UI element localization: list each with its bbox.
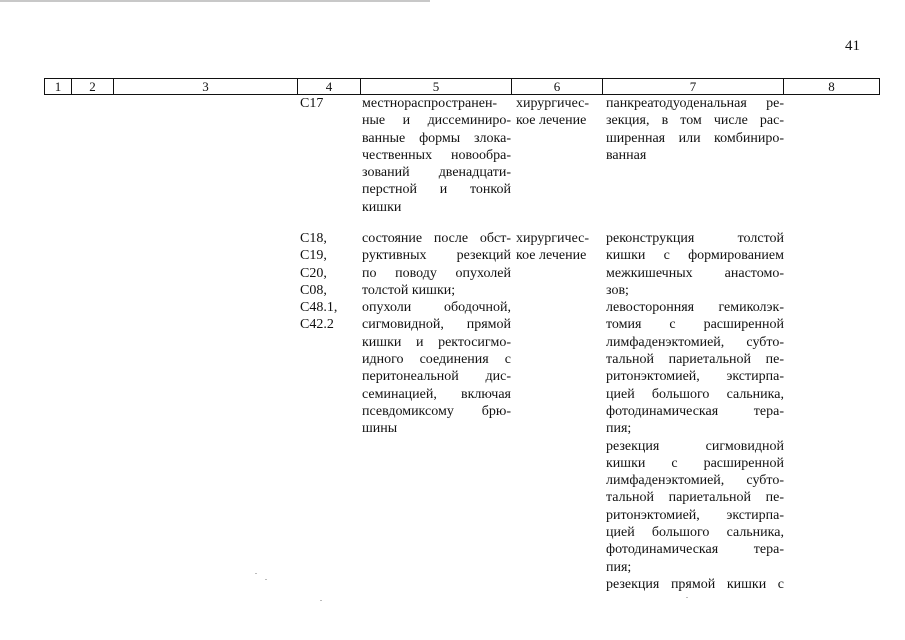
code-line: C17: [300, 96, 324, 111]
table-header-row: [44, 78, 880, 95]
code-line: C20,: [300, 265, 327, 281]
desc-line: руктивных резекций: [362, 248, 511, 264]
row-1-description: [362, 95, 511, 216]
method-line: ритонэктомией, экстирпа-: [606, 369, 784, 385]
desc-line: состояние после обст-: [362, 231, 511, 246]
page-number: 41: [845, 38, 860, 54]
header-cell-2: 2: [72, 79, 114, 94]
method-line: ритонэктомией, экстирпа-: [606, 507, 784, 523]
method-line: ванная: [606, 147, 647, 163]
method-line: пия;: [606, 559, 632, 575]
header-cell-7: 7: [603, 79, 784, 94]
scan-speck: [255, 573, 257, 574]
code-line: C19,: [300, 248, 327, 264]
method-line: резекция сигмовидной: [606, 438, 784, 454]
desc-line: зований двенадцати-: [362, 165, 511, 181]
desc-line: псевдомиксому брю-: [362, 403, 511, 419]
desc-line: опухоли ободочной,: [362, 300, 511, 316]
method-line: лимфаденэктомией, субто-: [606, 473, 784, 489]
treatment-line: хирургичес-: [516, 231, 590, 246]
code-line: C48.1,: [300, 300, 338, 316]
code-line: C42.2: [300, 317, 334, 333]
desc-line: ванные формы злока-: [362, 130, 511, 146]
treatment-line: кое лечение: [516, 113, 587, 129]
scan-speck: [265, 579, 267, 580]
code-line: C08,: [300, 282, 327, 298]
desc-line: кишки: [362, 199, 402, 215]
method-line: цией большого сальника,: [606, 386, 784, 402]
desc-line: кишки и ректосигмо-: [362, 334, 511, 350]
method-line: зекция, в том числе рас-: [606, 113, 784, 129]
treatment-line: кое лечение: [516, 248, 587, 264]
row-1-treatment-type: [516, 95, 604, 130]
desc-line: семинацией, включая: [362, 386, 511, 402]
desc-line: идного соединения с: [362, 352, 511, 368]
method-line: пия;: [606, 421, 632, 437]
scan-edge-line: [0, 0, 430, 2]
method-line: лимфаденэктомией, субто-: [606, 334, 784, 350]
row-2-description: [362, 230, 511, 438]
row-2-codes: [300, 230, 360, 334]
desc-line: перстной и тонкой: [362, 182, 511, 198]
method-line: кишки с расширенной: [606, 455, 784, 471]
desc-line: перитонеальной дис-: [362, 369, 511, 385]
method-line: тальной париетальной пе-: [606, 490, 784, 506]
method-line: левосторонняя гемиколэк-: [606, 300, 784, 316]
scan-speck: [686, 597, 688, 598]
method-line: зов;: [606, 282, 629, 298]
method-line: реконструкция толстой: [606, 231, 784, 246]
code-line: C18,: [300, 231, 327, 246]
method-line: фотодинамическая тера-: [606, 403, 784, 419]
method-line: межкишечных анастомо-: [606, 265, 784, 281]
scan-speck: [320, 600, 322, 601]
treatment-line: хирургичес-: [516, 96, 590, 111]
desc-line: шины: [362, 421, 398, 437]
row-2-method: [606, 230, 784, 593]
row-1-codes: [300, 95, 360, 112]
method-line: кишки с формированием: [606, 248, 784, 264]
method-line: томия с расширенной: [606, 317, 784, 333]
header-cell-5: 5: [361, 79, 512, 94]
header-cell-1: 1: [45, 79, 72, 94]
desc-line: чественных новообра-: [362, 147, 511, 163]
desc-line: местнораспространен-: [362, 96, 498, 111]
method-line: панкреатодуоденальная ре-: [606, 96, 784, 111]
method-line: резекция прямой кишки с: [606, 576, 784, 592]
desc-line: сигмовидной, прямой: [362, 317, 511, 333]
row-2-treatment-type: [516, 230, 604, 265]
method-line: фотодинамическая тера-: [606, 542, 784, 558]
header-cell-3: 3: [114, 79, 298, 94]
method-line: ширенная или комбиниро-: [606, 130, 784, 146]
header-cell-4: 4: [298, 79, 361, 94]
method-line: цией большого сальника,: [606, 525, 784, 541]
method-line: тальной париетальной пе-: [606, 352, 784, 368]
desc-line: толстой кишки;: [362, 282, 456, 298]
header-cell-6: 6: [512, 79, 603, 94]
desc-line: ные и диссеминиро-: [362, 113, 511, 129]
row-1-method: [606, 95, 784, 164]
desc-line: по поводу опухолей: [362, 265, 511, 281]
header-cell-8: 8: [828, 79, 835, 94]
